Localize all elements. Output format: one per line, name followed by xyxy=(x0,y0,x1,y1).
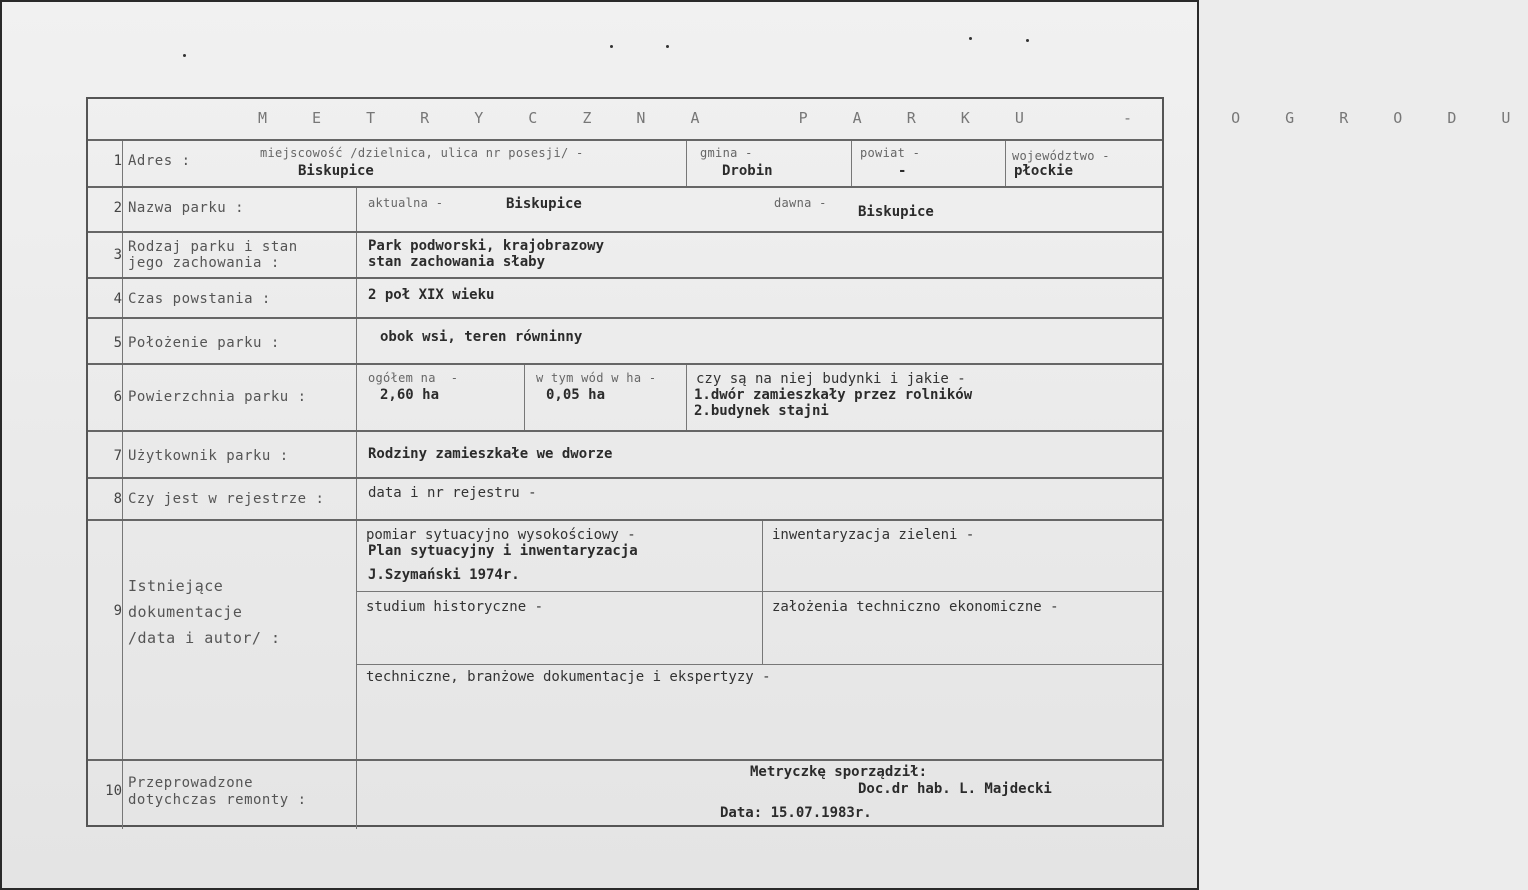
current-name-value: Biskupice xyxy=(506,196,582,212)
documentation-label-line2: dokumentacje xyxy=(128,603,243,621)
renovations-label-line2: dotychczas remonty : xyxy=(128,792,307,808)
row-area xyxy=(88,363,1162,430)
row-number: 9 xyxy=(113,603,122,619)
locality-value: Biskupice xyxy=(298,163,374,179)
row-number: 10 xyxy=(105,783,122,799)
row-number: 1 xyxy=(113,153,122,169)
survey-label: pomiar sytuacyjno wysokościowy - xyxy=(366,527,636,543)
park-type-value-line2: stan zachowania słaby xyxy=(368,254,546,270)
history-label: studium historyczne - xyxy=(366,599,544,615)
row-register xyxy=(88,477,1162,519)
documentation-label-line3: /data i autor/ : xyxy=(128,629,281,647)
record-date: Data: 15.07.1983r. xyxy=(720,805,872,821)
row-address xyxy=(88,139,1162,186)
prepared-by-name: Doc.dr hab. L. Majdecki xyxy=(858,781,1052,797)
origin-time-label: Czas powstania : xyxy=(128,291,271,307)
row-documentation xyxy=(88,519,1162,759)
voivodeship-value: płockie xyxy=(1014,163,1074,179)
row-number: 4 xyxy=(113,291,122,307)
locality-label: miejscowość /dzielnica, ulica nr posesji/ - xyxy=(260,146,584,160)
speck xyxy=(610,45,613,48)
total-area-label: ogółem na - xyxy=(368,371,459,385)
survey-line1: Plan sytuacyjny i inwentaryzacja xyxy=(368,543,638,559)
speck xyxy=(183,54,186,57)
speck xyxy=(1026,39,1029,42)
documentation-label-line1: Istniejące xyxy=(128,577,224,595)
powiat-label: powiat - xyxy=(860,146,921,160)
total-area-value: 2,60 ha xyxy=(380,387,440,403)
park-record-card xyxy=(86,97,1528,827)
address-label: Adres : xyxy=(128,153,191,169)
row-location xyxy=(88,317,1162,363)
powiat-value: - xyxy=(898,163,907,179)
buildings-line2: 2.budynek stajni xyxy=(694,403,829,419)
former-name-label: dawna - xyxy=(774,196,827,210)
row-number: 3 xyxy=(113,247,122,263)
location-value: obok wsi, teren równinny xyxy=(380,329,583,345)
row-number: 6 xyxy=(113,389,122,405)
gmina-value: Drobin xyxy=(722,163,773,179)
prepared-by-label: Metryczkę sporządził: xyxy=(750,764,928,780)
park-type-value-line1: Park podworski, krajobrazowy xyxy=(368,238,605,254)
user-value: Rodziny zamieszkałe we dworze xyxy=(368,446,613,462)
row-number: 7 xyxy=(113,448,122,464)
row-user xyxy=(88,430,1162,477)
row-park-type xyxy=(88,231,1162,277)
origin-time-value: 2 poł XIX wieku xyxy=(368,287,495,303)
row-origin-time xyxy=(88,277,1162,317)
current-name-label: aktualna - xyxy=(368,196,444,210)
greenery-label: inwentaryzacja zieleni - xyxy=(772,527,975,543)
area-label: Powierzchnia parku : xyxy=(128,389,307,405)
renovations-label-line1: Przeprowadzone xyxy=(128,775,254,791)
water-area-value: 0,05 ha xyxy=(546,387,606,403)
card-title: M E T R Y C Z N A P A R K U - O G R O D U xyxy=(258,109,1528,127)
buildings-line1: 1.dwór zamieszkały przez rolników xyxy=(694,387,973,403)
location-label: Położenie parku : xyxy=(128,335,280,351)
gmina-label: gmina - xyxy=(700,146,753,160)
speck xyxy=(969,37,972,40)
row-park-name xyxy=(88,186,1162,231)
row-renovations xyxy=(88,759,1162,829)
voivodeship-label: województwo - xyxy=(1012,149,1110,163)
branch-docs-label: techniczne, branżowe dokumentacje i ekspertyzy - xyxy=(366,669,771,685)
row-number: 2 xyxy=(113,200,122,216)
park-type-label-line1: Rodzaj parku i stan xyxy=(128,239,298,255)
former-name-value: Biskupice xyxy=(858,204,934,220)
survey-line2: J.Szymański 1974r. xyxy=(368,567,520,583)
park-type-label-line2: jego zachowania : xyxy=(128,255,280,271)
register-label: Czy jest w rejestrze : xyxy=(128,491,325,507)
title-row xyxy=(88,99,1528,139)
row-number: 5 xyxy=(113,335,122,351)
user-label: Użytkownik parku : xyxy=(128,448,289,464)
water-area-label: w tym wód w ha - xyxy=(536,371,657,385)
row-number: 8 xyxy=(113,491,122,507)
technical-economic-label: założenia techniczno ekonomiczne - xyxy=(772,599,1059,615)
speck xyxy=(666,45,669,48)
park-name-label: Nazwa parku : xyxy=(128,200,245,216)
register-number-label: data i nr rejestru - xyxy=(368,485,537,501)
buildings-label: czy są na niej budynki i jakie - xyxy=(696,371,966,387)
